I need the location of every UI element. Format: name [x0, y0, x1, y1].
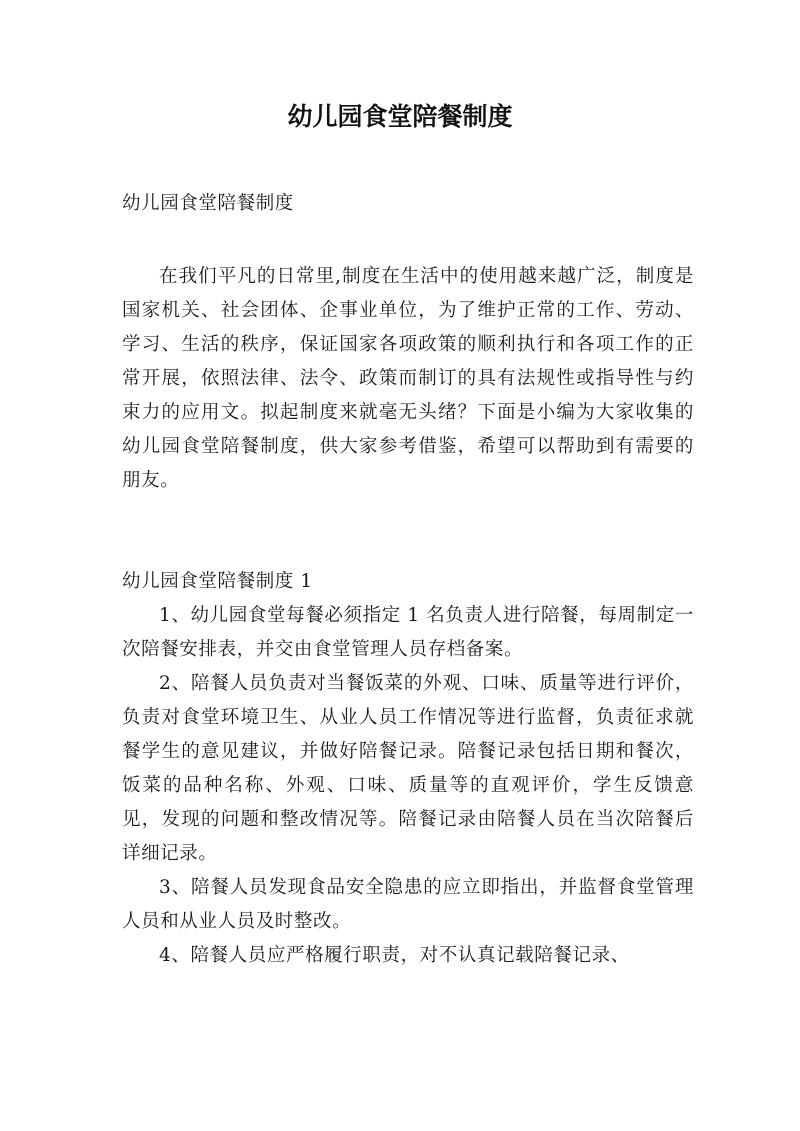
point-item-2: 2、陪餐人员负责对当餐饭菜的外观、口味、质量等进行评价，负责对食堂环境卫生、从业人员工作情况等进行监督，负责征求就餐学生的意见建议，并做好陪餐记录。陪餐记录包括日期和餐次，饭菜的品种名称、外观、口味、质量等的直观评价，学生反馈意见，发现的问题和整改情况等。陪餐记录由陪餐人员在当次陪餐后详细记录。 — [122, 673, 694, 864]
intro-paragraph: 在我们平凡的日常里,制度在生活中的使用越来越广泛，制度是国家机关、社会团体、企事业单位，为了维护正常的工作、劳动、学习、生活的秩序，保证国家各项政策的顺利执行和各项工作的正常开展，依照法律、法令、政策而制订的具有法规性或指导性与约束力的应用文。拟起制度来就毫无头绪？下面是小编为大家收集的幼儿园食堂陪餐制度，供大家参考借鉴，希望可以帮助到有需要的朋友。 — [122, 266, 694, 491]
section-heading: 幼儿园食堂陪餐制度 1 — [122, 571, 313, 592]
document-title: 幼儿园食堂陪餐制度 — [287, 102, 513, 131]
document-subtitle: 幼儿园食堂陪餐制度 — [122, 193, 294, 214]
points-list — [122, 599, 694, 973]
point-item-3: 3、陪餐人员发现食品安全隐患的应立即指出，并监督食堂管理人员和从业人员及时整改。 — [122, 877, 694, 932]
point-item-4: 4、陪餐人员应严格履行职责，对不认真记载陪餐记录、 — [159, 945, 630, 966]
point-item-1: 1、幼儿园食堂每餐必须指定 1 名负责人进行陪餐，每周制定一次陪餐安排表，并交由食堂管理人员存档备案。 — [122, 605, 694, 660]
